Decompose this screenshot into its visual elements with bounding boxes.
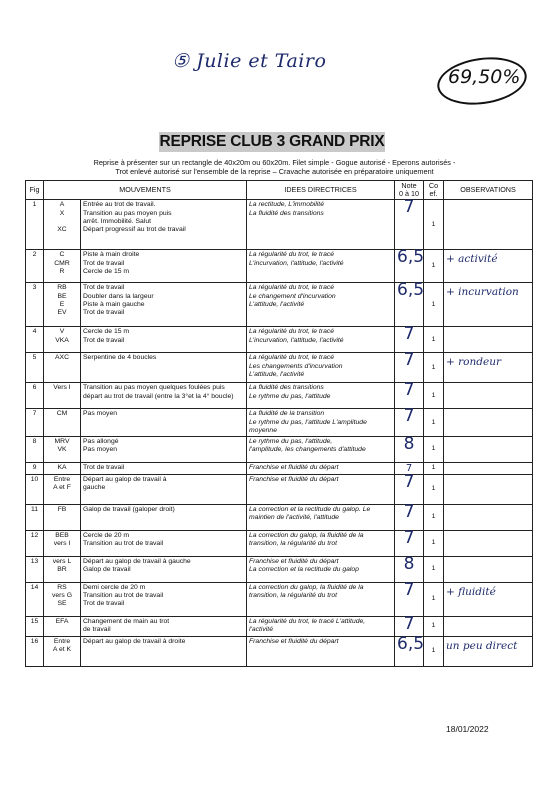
fig-number: 15 — [26, 617, 44, 637]
letter-line: E — [59, 300, 65, 308]
fig-number: 14 — [26, 583, 44, 617]
directive-ideas — [247, 327, 395, 353]
header-coef: Co ef. — [424, 181, 444, 200]
idea-line: L'incurvation, l'attitude, l'activité — [249, 259, 344, 267]
header-mouvements: MOUVEMENTS — [44, 181, 247, 200]
idea-line: L'attitude, l'activité — [249, 370, 305, 378]
coef-value: 1 — [424, 200, 444, 250]
note-value: 8 — [403, 434, 415, 455]
movement-line: Pas allongé — [83, 438, 119, 446]
idea-line: transition, la régularité du trot — [249, 540, 338, 548]
letter-line: A — [59, 201, 65, 209]
arena-letters — [44, 617, 81, 637]
movement-text — [81, 637, 247, 667]
letter-line: R — [59, 267, 65, 275]
letter-line: Vers I — [53, 384, 71, 392]
directive-ideas — [247, 383, 395, 409]
coef-value: 1 — [424, 327, 444, 353]
subtitle — [72, 158, 477, 176]
header-idees: IDEES DIRECTRICES — [247, 181, 395, 200]
fig-number: 4 — [26, 327, 44, 353]
arena-letters — [44, 583, 81, 617]
idea-line: Le rythme du pas, l'attitude — [249, 392, 331, 400]
directive-ideas — [247, 283, 395, 327]
letter-line: vers L — [52, 558, 72, 566]
table-row — [26, 409, 533, 437]
header-observations: OBSERVATIONS — [444, 181, 533, 200]
fig-number: 11 — [26, 505, 44, 531]
arena-letters — [44, 383, 81, 409]
observation-text: + incurvation — [446, 286, 519, 299]
directive-ideas — [247, 437, 395, 463]
handwritten-rider-horse-name: ⑤ Julie et Tairo — [172, 50, 327, 72]
movement-text — [81, 327, 247, 353]
note-cell — [395, 634, 425, 667]
observation-cell — [444, 200, 533, 250]
movement-line: Cercle de 15 m — [83, 267, 130, 275]
date: 18/01/2022 — [446, 724, 489, 734]
directive-ideas — [247, 583, 395, 617]
movement-line: Piste à main gauche — [83, 300, 145, 308]
observation-cell — [444, 383, 533, 409]
note-value: 7 — [403, 406, 415, 427]
subtitle-line: Reprise à présenter sur un rectangle de 40x20m ou 60x20m. Filet simple - Gogue autorisé - Eperons autorisés - — [93, 158, 456, 167]
idea-line: La correction du galop, la fluidité de la — [249, 584, 364, 592]
movement-line: Transition au pas moyen quelques foulées puis — [83, 384, 225, 392]
note-cell — [395, 528, 424, 557]
idea-line: Le changement d'incurvation — [249, 292, 336, 300]
observation-cell — [444, 557, 533, 583]
letter-line: A et K — [52, 646, 72, 654]
letter-line: A et F — [53, 484, 71, 492]
movement-line: Galop de travail — [83, 566, 131, 574]
idea-line: La régularité du trot, le tracé — [249, 284, 335, 292]
directive-ideas — [247, 250, 395, 283]
movement-line: Pas moyen — [83, 410, 118, 418]
movement-line: Départ au galop de travail à droite — [83, 638, 186, 646]
movement-text — [81, 383, 247, 409]
note-cell — [395, 502, 424, 531]
observation-cell — [444, 637, 533, 667]
coef-value: 1 — [424, 637, 444, 667]
idea-line: Franchise et fluidité du départ — [249, 558, 339, 566]
letter-line: C — [59, 251, 65, 259]
letter-line: CM — [56, 410, 68, 418]
arena-letters — [44, 283, 81, 327]
movement-line: Trot de travail — [83, 464, 125, 472]
arena-letters — [44, 531, 81, 557]
note-cell — [395, 350, 424, 383]
arena-letters — [44, 463, 81, 475]
note-value: 7 — [403, 472, 415, 493]
movement-line: Trot de travail — [83, 259, 125, 267]
table-row — [26, 637, 533, 667]
movement-line: Changement de main au trot — [83, 618, 170, 626]
observation-cell — [444, 409, 533, 437]
arena-letters — [44, 505, 81, 531]
letter-line: BR — [57, 566, 67, 574]
note-value: 7 — [405, 463, 413, 475]
observation-cell — [444, 327, 533, 353]
note-cell — [395, 406, 424, 437]
arena-letters — [44, 250, 81, 283]
observation-text: + activité — [446, 253, 498, 266]
fig-number: 1 — [26, 200, 44, 250]
letter-line: FB — [57, 506, 67, 514]
letter-line: V — [59, 328, 65, 336]
movement-line: Trot de travail — [83, 309, 125, 317]
movement-line: Demi cercle de 20 m — [83, 584, 146, 592]
movement-line: Trot de travail — [83, 600, 125, 608]
movement-line: Départ au galop de travail à gauche — [83, 558, 191, 566]
observation-cell — [444, 583, 533, 617]
table-row — [26, 327, 533, 353]
coef-value: 1 — [424, 437, 444, 463]
coef-value: 1 — [424, 505, 444, 531]
observation-text: + rondeur — [446, 356, 501, 369]
idea-line: La régularité du trot, le tracé — [249, 354, 335, 362]
table-row — [26, 557, 533, 583]
arena-letters — [44, 557, 81, 583]
letter-line: Entre — [53, 638, 71, 646]
header-note: Note 0 à 10 — [395, 181, 424, 200]
movement-line: gauche — [83, 484, 106, 492]
movement-line: arrêt. Immobilité. Salut — [83, 217, 151, 225]
movement-text — [81, 557, 247, 583]
movement-line: Serpentine de 4 boucles — [83, 354, 157, 362]
letter-line: RB — [57, 284, 67, 292]
coef-value: 1 — [424, 531, 444, 557]
note-cell — [395, 197, 424, 250]
idea-line: Les changements d'incurvation — [249, 362, 343, 370]
movement-line: Pas moyen — [83, 446, 118, 454]
letter-line: VKA — [55, 336, 69, 344]
movement-text — [81, 250, 247, 283]
letter-line: EFA — [55, 618, 69, 626]
movement-line: Départ au galop de travail à — [83, 476, 167, 484]
movement-text — [81, 531, 247, 557]
movement-text — [81, 283, 247, 327]
idea-line: Franchise et fluidité du départ — [249, 476, 339, 484]
coef-value: 1 — [424, 383, 444, 409]
letter-line: CMR — [54, 259, 70, 267]
idea-line: La régularité du trot, le tracé L'attitude, — [249, 618, 366, 626]
idea-line: La correction et la rectitude du galop. Le — [249, 506, 371, 514]
idea-line: La régularité du trot, le tracé — [249, 251, 335, 259]
directive-ideas — [247, 475, 395, 505]
movement-line: Galop de travail (galoper droit) — [83, 506, 175, 514]
note-value: 7 — [403, 614, 415, 635]
directive-ideas — [247, 463, 395, 475]
letter-line — [46, 218, 78, 226]
idea-line: Le rythme du pas, l'attitude, — [249, 438, 333, 446]
coef-value: 1 — [424, 250, 444, 283]
idea-line: La régularité du trot, le tracé — [249, 328, 335, 336]
directive-ideas — [247, 637, 395, 667]
movement-text — [81, 583, 247, 617]
fig-number: 2 — [26, 250, 44, 283]
table-row — [26, 383, 533, 409]
idea-line: maintien de l'activité, l'attitude — [249, 514, 339, 522]
table-row — [26, 200, 533, 250]
letter-line: vers I — [53, 540, 71, 548]
idea-line: La fluidité des transitions — [249, 384, 324, 392]
movement-text — [81, 475, 247, 505]
idea-line: L'incurvation, l'attitude, l'activité — [249, 336, 344, 344]
observation-text: un peu direct — [446, 640, 518, 653]
table-row — [26, 250, 533, 283]
note-value: 6,5 — [397, 634, 425, 655]
table-row — [26, 283, 533, 327]
idea-line: La fluidité des transitions — [249, 209, 324, 217]
directive-ideas — [247, 505, 395, 531]
movement-text — [81, 437, 247, 463]
movement-text — [81, 505, 247, 531]
letter-line: BE — [57, 292, 67, 300]
idea-line: transition, la régularité du trot — [249, 592, 338, 600]
arena-letters — [44, 637, 81, 667]
idea-line: l'amplitude, les changements d'attitude — [249, 446, 366, 454]
observation-cell — [444, 437, 533, 463]
letter-line: X — [59, 209, 65, 217]
letter-line: VK — [57, 446, 67, 454]
idea-line: l'activité — [249, 626, 273, 634]
coef-value: 1 — [424, 463, 444, 475]
directive-ideas — [247, 617, 395, 637]
fig-number: 10 — [26, 475, 44, 505]
table-row — [26, 463, 533, 475]
movement-line: Transition au trot de travail — [83, 592, 164, 600]
fig-number: 13 — [26, 557, 44, 583]
directive-ideas — [247, 557, 395, 583]
page-title: REPRISE CLUB 3 GRAND PRIX — [159, 133, 385, 150]
idea-line: La rectitude, L'immobilité — [249, 201, 324, 209]
coef-value: 1 — [424, 283, 444, 327]
directive-ideas — [247, 353, 395, 383]
letter-line: RS — [57, 584, 67, 592]
header-fig: Fig — [26, 181, 44, 200]
note-value: 7 — [403, 502, 415, 523]
fig-number: 16 — [26, 637, 44, 667]
score-table — [25, 180, 533, 667]
arena-letters — [44, 475, 81, 505]
note-cell — [395, 580, 424, 617]
fig-number: 6 — [26, 383, 44, 409]
fig-number: 5 — [26, 353, 44, 383]
directive-ideas — [247, 531, 395, 557]
arena-letters — [44, 327, 81, 353]
fig-number: 3 — [26, 283, 44, 327]
observation-cell — [444, 463, 533, 475]
note-value: 7 — [403, 324, 415, 345]
movement-line: Cercle de 15 m — [83, 328, 130, 336]
letter-line: SE — [57, 600, 67, 608]
movement-text — [81, 617, 247, 637]
movement-line: Trot de travail — [83, 336, 125, 344]
idea-line: moyenne — [249, 426, 277, 434]
letter-line: Entre — [53, 476, 71, 484]
movement-line: de travail — [83, 626, 111, 634]
movement-line: Piste à main droite — [83, 251, 140, 259]
coef-value: 1 — [424, 557, 444, 583]
coef-value: 1 — [424, 583, 444, 617]
movement-line: Trot de travail — [83, 284, 125, 292]
table-row — [26, 583, 533, 617]
note-cell — [395, 472, 424, 505]
table-row — [26, 617, 533, 637]
letter-line: MRV — [54, 438, 70, 446]
letter-line: vers G — [51, 592, 72, 600]
idea-line: La fluidité de la transition — [249, 410, 325, 418]
fig-number: 12 — [26, 531, 44, 557]
table-header-row — [26, 181, 533, 200]
observation-cell — [444, 475, 533, 505]
note-value: 7 — [403, 197, 415, 218]
observation-cell — [444, 505, 533, 531]
movement-line: Départ progressif au trot de travail — [83, 226, 186, 234]
idea-line: La correction du galop, la fluidité de la — [249, 532, 364, 540]
movement-text — [81, 200, 247, 250]
coef-value: 1 — [424, 353, 444, 383]
movement-line: Entrée au trot de travail. — [83, 201, 156, 209]
note-value: 7 — [403, 528, 415, 549]
movement-text — [81, 353, 247, 383]
arena-letters — [44, 200, 81, 250]
observation-cell — [444, 353, 533, 383]
note-cell — [395, 324, 424, 353]
movement-line: Cercle de 20 m — [83, 532, 130, 540]
arena-letters — [44, 409, 81, 437]
note-cell — [395, 434, 424, 463]
coef-value: 1 — [424, 475, 444, 505]
movement-line: départ au trot de travail (entre la 3°et la 4° boucle) — [83, 392, 234, 400]
letter-line: BEB — [55, 532, 69, 540]
note-cell — [395, 280, 425, 327]
coef-value: 1 — [424, 409, 444, 437]
movement-line: Transition au trot de travail — [83, 540, 164, 548]
score-text: 69,50% — [448, 66, 521, 88]
observation-cell — [444, 531, 533, 557]
table-row — [26, 505, 533, 531]
movement-text — [81, 409, 247, 437]
directive-ideas — [247, 409, 395, 437]
observation-text: + fluidité — [446, 586, 496, 599]
table-row — [26, 531, 533, 557]
fig-number: 9 — [26, 463, 44, 475]
note-value: 7 — [403, 380, 415, 401]
movement-line: Doubler dans la largeur — [83, 292, 154, 300]
note-value: 8 — [403, 554, 415, 575]
observation-cell — [444, 250, 533, 283]
letter-line: EV — [57, 309, 67, 317]
note-value: 7 — [403, 350, 415, 371]
table-row — [26, 437, 533, 463]
directive-ideas — [247, 200, 395, 250]
idea-line: Franchise et fluidité du départ — [249, 638, 339, 646]
idea-line: La correction et la rectitude du galop — [249, 566, 359, 574]
movement-line: Transition au pas moyen puis — [83, 209, 172, 217]
note-cell — [395, 247, 425, 283]
observation-cell — [444, 283, 533, 327]
letter-line: AXC — [55, 354, 69, 362]
movement-text — [81, 463, 247, 475]
idea-line: L'attitude, l'activité — [249, 300, 305, 308]
idea-line: Le rythme du pas, l'attitude L'amplitude — [249, 418, 367, 426]
note-value: 6,5 — [397, 247, 425, 268]
table-row — [26, 353, 533, 383]
note-value: 7 — [403, 580, 415, 601]
arena-letters — [44, 437, 81, 463]
fig-number: 8 — [26, 437, 44, 463]
table-row — [26, 475, 533, 505]
idea-line: Franchise et fluidité du départ — [249, 464, 339, 472]
note-cell — [395, 380, 424, 409]
fig-number: 7 — [26, 409, 44, 437]
note-value: 6,5 — [397, 280, 425, 301]
coef-value: 1 — [424, 617, 444, 637]
letter-line: XC — [57, 226, 67, 234]
note-cell — [395, 554, 424, 583]
arena-letters — [44, 353, 81, 383]
letter-line: KA — [57, 464, 67, 472]
observation-cell — [444, 617, 533, 637]
subtitle-line: Trot enlevé autorisé sur l'ensemble de la reprise – Cravache autorisée en préparatoire uniquement — [115, 167, 434, 176]
